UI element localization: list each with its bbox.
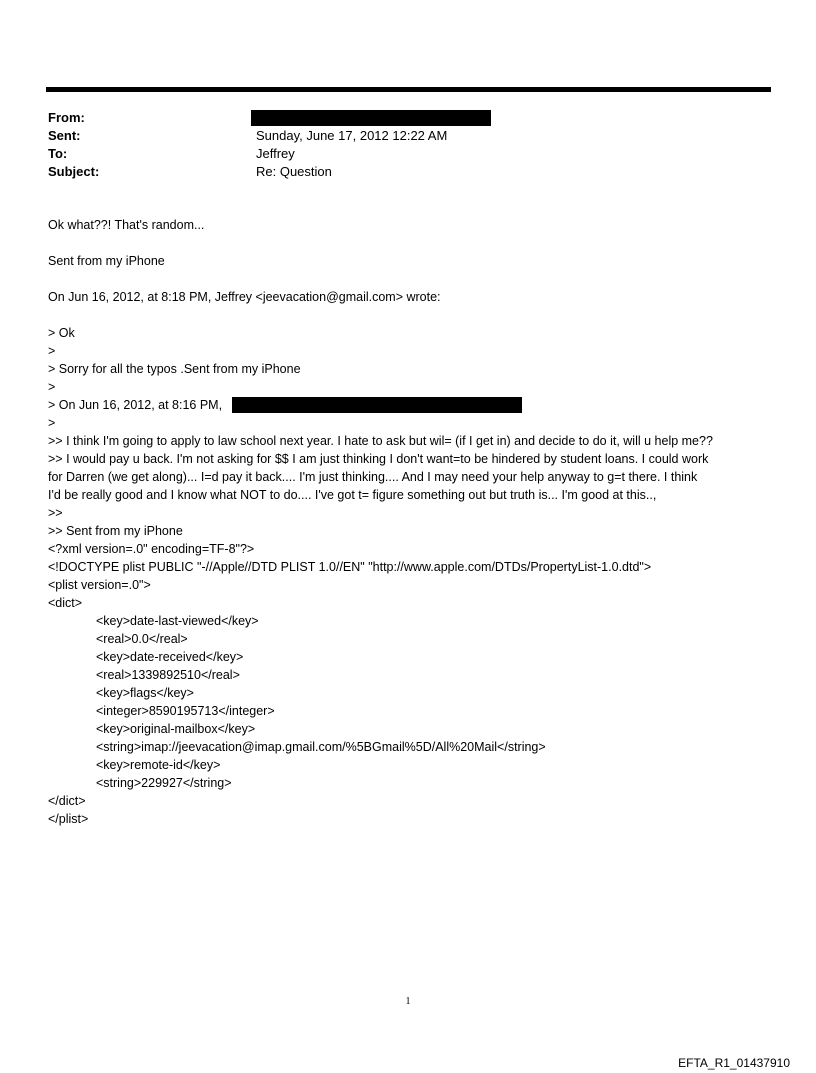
sent-value: Sunday, June 17, 2012 12:22 AM: [256, 128, 448, 143]
body-line: Ok what??! That's random...: [48, 218, 205, 232]
redacted-from-value: [251, 110, 491, 126]
body-line: <integer>8590195713</integer>: [96, 704, 275, 718]
body-line: > Sorry for all the typos .Sent from my iPhone: [48, 362, 301, 376]
from-label: From:: [48, 110, 85, 125]
subject-label: Subject:: [48, 164, 100, 179]
body-line: I'd be really good and I know what NOT to do.... I've got t= figure something out but truth is... I'm good at this..,: [48, 488, 657, 502]
body-line: for Darren (we get along)... I=d pay it back.... I'm just thinking.... And I may need your help anyway to g=t there. I think: [48, 470, 698, 484]
body-line: >: [48, 344, 56, 358]
body-line: >>: [48, 506, 63, 520]
body-line: </plist>: [48, 812, 89, 826]
body-line: >: [48, 380, 56, 394]
body-line: <string>229927</string>: [96, 776, 232, 790]
body-line: > On Jun 16, 2012, at 8:16 PM,: [48, 398, 223, 412]
body-line: >> Sent from my iPhone: [48, 524, 183, 538]
body-line: >: [48, 416, 56, 430]
body-line: </dict>: [48, 794, 86, 808]
body-line: >> I think I'm going to apply to law school next year. I hate to ask but wil= (if I get in) and decide to do it, will u help me??: [48, 434, 713, 448]
to-label: To:: [48, 146, 68, 161]
body-line: <key>flags</key>: [96, 686, 194, 700]
page-number: 1: [405, 996, 411, 1007]
body-line: <real>1339892510</real>: [96, 668, 240, 682]
body-line: Sent from my iPhone: [48, 254, 165, 268]
body-line: <plist version=.0">: [48, 578, 151, 592]
body-line: <real>0.0</real>: [96, 632, 188, 646]
top-rule: [46, 87, 771, 92]
body-line: <key>remote-id</key>: [96, 758, 221, 772]
body-line: >> I would pay u back. I'm not asking for $$ I am just thinking I don't want=to be hindered by student loans. I could work: [48, 452, 709, 466]
subject-value: Re: Question: [256, 164, 332, 179]
sent-label: Sent:: [48, 128, 81, 143]
body-line: On Jun 16, 2012, at 8:18 PM, Jeffrey <jeevacation@gmail.com> wrote:: [48, 290, 441, 304]
body-line: <!DOCTYPE plist PUBLIC "-//Apple//DTD PLIST 1.0//EN" "http://www.apple.com/DTDs/PropertyList-1.0.dtd">: [48, 560, 652, 574]
body-line: <dict>: [48, 596, 83, 610]
redacted-sender: [232, 397, 522, 413]
to-value: Jeffrey: [256, 146, 295, 161]
body-line: <?xml version=.0" encoding=TF-8"?>: [48, 542, 255, 556]
document-id: EFTA_R1_01437910: [678, 1056, 790, 1070]
body-line: <key>date-last-viewed</key>: [96, 614, 259, 628]
body-line: > Ok: [48, 326, 75, 340]
body-line: <key>original-mailbox</key>: [96, 722, 256, 736]
body-line: <key>date-received</key>: [96, 650, 244, 664]
body-line: <string>imap://jeevacation@imap.gmail.com/%5BGmail%5D/All%20Mail</string>: [96, 740, 546, 754]
